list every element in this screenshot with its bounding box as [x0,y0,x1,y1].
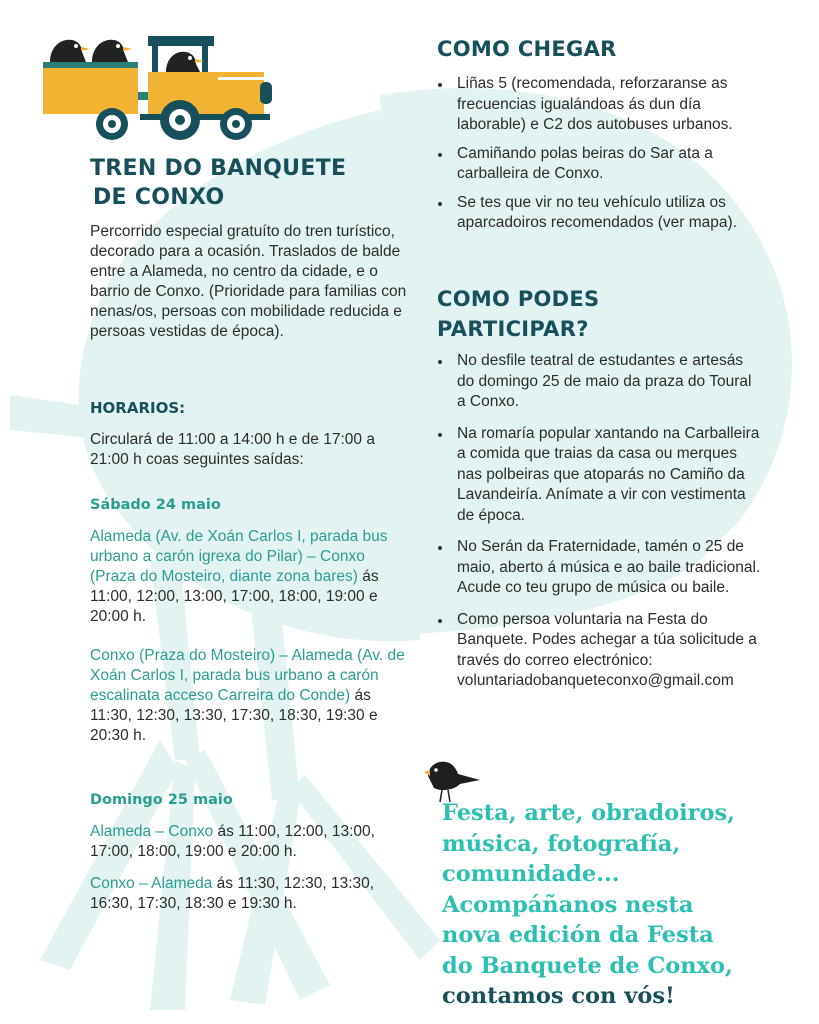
saturday-heading: Sábado 24 maio [90,497,221,513]
slogan-line: música, fotografía, [442,830,681,857]
list-item: Na romaría popular xantando na Carballeira a comida que traias da casa ou merques nas polbeiras que atoparás no Camiño da Lavandeiría. Anímate a vir con vestimenta de época. [437,424,763,527]
slogan-line: nova edición da Festa [442,922,714,948]
list-item: Camiñando polas beiras do Sar ata a carballeira de Conxo. [437,144,767,185]
slogan-line: Festa, arte, obradoiros, [442,800,735,826]
heading-line-2: PARTICIPAR? [437,317,589,341]
sunday-route-1 [90,822,400,862]
route-description: Conxo (Praza do Mosteiro) – Alameda (Av. de Xoán Carlos I, parada bus urbano a carón escalinata acceso Carreira do Conde) [90,647,405,704]
route-description: Alameda (Av. de Xoán Carlos I, parada bus urbano a carón igrexa do Pilar) – Conxo (Praza do Mosteiro, diante zona bares) [90,528,388,585]
horarios-intro: Circulará de 11:00 a 14:00 h e de 17:00 a 21:00 h coas seguintes saídas: [90,431,375,468]
route-times: ás 11:30, 12:30, 13:30, 16:30, 17:30, 18:30 e 19:30 h. [90,875,375,912]
volunteer-text: Como persoa voluntaria na Festa do Banquete. Podes achegar a túa solicitude a través do correo electrónico: [457,610,757,669]
route-times: ás 11:00, 12:00, 13:00, 17:00, 18:00, 19:00 e 20:00 h. [90,568,379,625]
como-chegar-list [437,74,767,234]
slogan-line: Acompáñanos nesta [442,891,694,918]
title-line-2: DE CONXO [93,185,225,210]
slogan-line: contamos con vós! [442,983,675,1009]
intro-text: Percorrido especial gratuíto do tren turístico, decorado para a ocasión. Traslados de balde entre a Alameda, no centro da cidade, e o barrio de Conxo. (Prioridade para familias con nenas/os, persoas con mobilidade reducida e persoas vestidas de época). [90,223,407,340]
saturday-route-1 [90,527,400,627]
route-description: Alameda – Conxo [90,823,214,840]
email-link[interactable]: voluntariadobanqueteconxo@gmail.com [457,672,734,689]
train-illustration [40,32,280,144]
blackbird-icon [50,40,90,62]
horarios-heading: HORARIOS: [90,399,186,417]
list-item: No desfile teatral de estudantes e artesás do domingo 25 de maio da praza do Toural a Conxo. [437,351,763,413]
como-chegar-heading: COMO CHEGAR [437,37,617,61]
route-times: ás 11:30, 12:30, 13:30, 17:30, 18:30, 19:30 e 20:30 h. [90,687,378,744]
route-times: ás 11:00, 12:00, 13:00, 17:00, 18:00, 19:00 e 20:00 h. [90,823,375,860]
closing-slogan [442,798,782,1012]
como-participar-list [437,351,763,692]
title-line-1: TREN DO BANQUETE [90,156,347,181]
list-item [437,610,763,692]
slogan-line: comunidade... [442,861,620,887]
como-participar-heading [437,284,599,344]
slogan-line: do Banquete de Conxo, [442,952,733,979]
page-title [90,154,390,212]
list-item: Liñas 5 (recomendada, reforzaranse as frecuencias igualándoas ás dun día laborable) e C2 dos autobuses urbanos. [437,74,767,136]
saturday-route-2 [90,646,410,746]
list-item: No Serán da Fraternidade, tamén o 25 de maio, aberto á música e ao baile tradicional. Acude co teu grupo de música ou baile. [437,537,763,599]
route-description: Conxo – Alameda [90,875,213,892]
heading-line-1: COMO PODES [437,287,600,311]
sunday-heading: Domingo 25 maio [90,792,233,808]
list-item: Se tes que vir no teu vehículo utiliza os aparcadoiros recomendados (ver mapa). [437,193,767,234]
sunday-route-2 [90,874,400,914]
